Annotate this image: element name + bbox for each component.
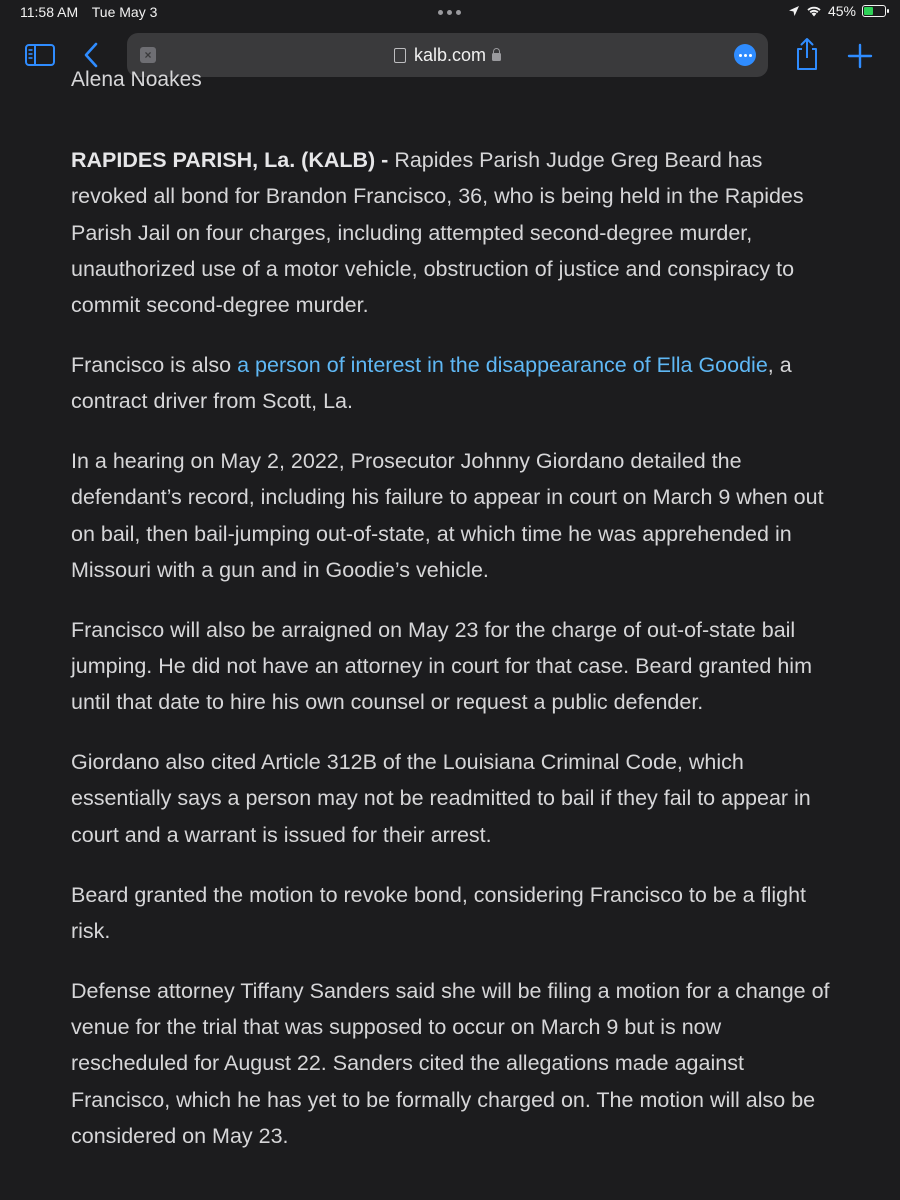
dateline: RAPIDES PARISH, La. (KALB) - — [71, 148, 389, 172]
status-date: Tue May 3 — [91, 4, 158, 20]
paragraph: Beard granted the motion to revoke bond, considering Francisco to be a flight risk. — [71, 882, 807, 943]
address-bar[interactable] — [127, 33, 768, 77]
wifi-icon — [806, 5, 822, 17]
paragraph-text: Francisco is also — [71, 352, 238, 377]
article-byline: Alena Noakes — [71, 68, 202, 91]
site-icon — [394, 48, 406, 63]
battery-level-fill — [864, 7, 873, 15]
paragraph: In a hearing on May 2, 2022, Prosecutor Johnny Giordano detailed the defendant’s record, including his failure to appear in court on March 9 when out on bail, then bail-jumping out-of-state, at which time he was apprehended in Missouri with a gun and in Goodie’s vehicle. — [71, 449, 824, 582]
sidebar-icon[interactable] — [24, 42, 56, 68]
article-body — [71, 142, 841, 1178]
address-bar-url[interactable] — [127, 45, 768, 66]
multitasking-dots-icon[interactable] — [438, 10, 461, 15]
paragraph-text: , a contract driver from Scott, La. — [71, 352, 792, 414]
status-time-date — [20, 4, 167, 20]
share-icon[interactable] — [792, 36, 822, 72]
more-icon[interactable] — [734, 44, 756, 66]
paragraph — [71, 347, 841, 420]
article-content — [0, 68, 900, 1200]
new-tab-icon[interactable] — [846, 42, 874, 70]
battery-icon — [862, 5, 886, 17]
url-text: kalb.com — [413, 45, 487, 65]
battery-percent: 45% — [827, 3, 856, 19]
paragraph: Francisco will also be arraigned on May 23 for the charge of out-of-state bail jumping. He did not have an attorney in court for that case. Beard granted him until that date to hire his own counsel or request a public defender. — [71, 617, 812, 715]
status-time: 11:58 AM — [20, 4, 79, 20]
paragraph: Defense attorney Tiffany Sanders said she will be filing a motion for a change of venue for the trial that was supposed to occur on March 9 but is now rescheduled for August 22. Sanders cited the allegations made against Francisco, which he has yet to be formally charged on. The motion will also be considered on May 23. — [71, 978, 830, 1148]
status-indicators — [788, 3, 886, 19]
paragraph-text: Rapides Parish Judge Greg Beard has revoked all bond for Brandon Francisco, 36, who is being held in the Rapides Parish Jail on four charges, including attempted second-degree murder, unauthorized use of a motor vehicle, obstruction of justice and conspiracy to commit second-degree murder. — [71, 148, 804, 318]
status-bar — [0, 0, 900, 26]
back-icon[interactable] — [80, 41, 102, 69]
close-tab-icon[interactable]: × — [140, 47, 156, 63]
lock-icon — [492, 53, 501, 61]
paragraph — [71, 142, 841, 323]
paragraph: Giordano also cited Article 312B of the Louisiana Criminal Code, which essentially says a person may not be readmitted to bail if they fail to appear in court and a warrant is issued for their arrest. — [71, 750, 811, 847]
article-link[interactable]: a person of interest in the disappearance of Ella Goodie — [237, 352, 768, 377]
location-icon — [788, 5, 800, 17]
